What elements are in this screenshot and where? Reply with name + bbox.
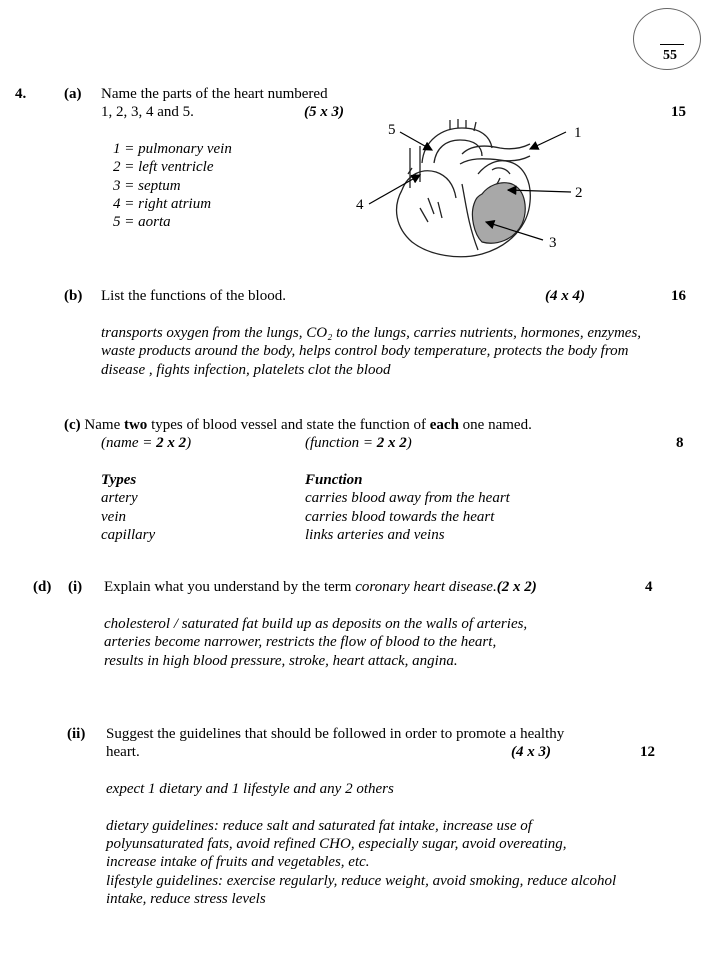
part-c-function-header: Function xyxy=(305,472,363,488)
part-d-ii-answer-line1: dietary guidelines: reduce salt and saturated fat intake, increase use of xyxy=(106,818,532,834)
score-total: 55 xyxy=(663,48,677,63)
part-c-function-3: links arteries and veins xyxy=(305,527,445,543)
part-a-label: (a) xyxy=(64,86,82,102)
part-d-i-label: (i) xyxy=(68,579,83,595)
part-c-function-marks-post: ) xyxy=(406,435,412,451)
part-d-ii-expect: expect 1 dietary and 1 lifestyle and any 2 others xyxy=(106,781,394,797)
part-a-prompt-line2: 1, 2, 3, 4 and 5. xyxy=(101,104,194,120)
part-c-function-marks-pre: (function = xyxy=(305,435,377,451)
part-d-i-marks-scheme: (2 x 2) xyxy=(496,579,537,595)
part-d-ii-answer-line4: lifestyle guidelines: exercise regularly, reduce weight, avoid smoking, reduce alcohol xyxy=(106,873,617,889)
part-c-types-header: Types xyxy=(101,472,137,488)
diagram-label-5: 5 xyxy=(388,122,396,138)
part-c-name-marks-bold: 2 x 2 xyxy=(156,435,187,451)
part-d-label: (d) xyxy=(33,579,52,595)
arrow-4 xyxy=(369,175,420,204)
arrow-2 xyxy=(508,190,571,192)
part-d-i-answer-line3: results in high blood pressure, stroke, heart attack, angina. xyxy=(104,653,458,669)
part-d-ii-answer-line3: increase intake of fruits and vegetables, etc. xyxy=(106,854,370,870)
part-a-prompt-line1: Name the parts of the heart numbered xyxy=(101,86,328,102)
part-b-answer-line1: transports oxygen from the lungs, CO₂ to the lungs, carries nutrients, hormones, enzymes, xyxy=(101,325,642,341)
part-d-i-answer-line1: cholesterol / saturated fat build up as deposits on the walls of arteries, xyxy=(104,616,528,632)
part-c-prompt-pre: Name xyxy=(84,417,124,433)
part-c-label: (c) xyxy=(64,417,81,433)
arrow-5 xyxy=(400,132,432,150)
part-d-ii-prompt-line1: Suggest the guidelines that should be followed in order to promote a healthy xyxy=(106,726,565,742)
part-a-answer-1: 1 = pulmonary vein xyxy=(113,141,232,157)
diagram-label-4: 4 xyxy=(356,197,364,213)
part-c-type-3: capillary xyxy=(101,527,156,543)
diagram-label-1: 1 xyxy=(574,125,582,141)
part-a-answer-5: 5 = aorta xyxy=(113,214,171,230)
part-c-type-1: artery xyxy=(101,490,138,506)
part-b-answer-line3: disease , fights infection, platelets clot the blood xyxy=(101,362,391,378)
part-d-i-marks: 4 xyxy=(645,579,653,595)
part-d-ii-label: (ii) xyxy=(67,726,86,742)
part-d-i-answer-line2: arteries become narrower, restricts the flow of blood to the heart, xyxy=(104,634,497,650)
part-d-ii-answer-line2: polyunsaturated fats, avoid refined CHO, especially sugar, avoid overeating, xyxy=(106,836,567,852)
part-b-answer-line2: waste products around the body, helps control body temperature, protects the body from xyxy=(101,343,629,359)
part-b-prompt: List the functions of the blood. xyxy=(101,288,286,304)
part-a-answer-4: 4 = right atrium xyxy=(113,196,212,212)
part-c-prompt-bold1: two xyxy=(123,417,148,433)
part-d-ii-answer-line5: intake, reduce stress levels xyxy=(106,891,266,907)
part-d-i-prompt-term: coronary heart disease. xyxy=(355,579,497,595)
part-d-ii-marks: 12 xyxy=(640,744,655,760)
part-c-function-marks xyxy=(305,434,412,452)
part-b-marks: 16 xyxy=(671,288,686,304)
part-c-name-marks-pre: (name = xyxy=(101,435,157,451)
part-c-type-2: vein xyxy=(101,509,126,525)
part-c-prompt xyxy=(64,416,532,434)
diagram-label-2: 2 xyxy=(575,185,583,201)
part-a-answer-2: 2 = left ventricle xyxy=(113,159,214,175)
part-d-ii-prompt-line2: heart. xyxy=(106,744,140,760)
part-c-prompt-mid: types of blood vessel and state the function of xyxy=(147,417,430,433)
diagram-label-3: 3 xyxy=(549,235,557,251)
part-d-ii-marks-scheme: (4 x 3) xyxy=(511,744,551,760)
part-a-answer-3: 3 = septum xyxy=(113,178,181,194)
part-c-prompt-post: one named. xyxy=(458,417,532,433)
part-d-i-prompt xyxy=(104,578,537,596)
part-c-function-marks-bold: 2 x 2 xyxy=(376,435,407,451)
part-b-label: (b) xyxy=(64,288,83,304)
part-c-prompt-bold2: each xyxy=(429,417,459,433)
part-c-marks: 8 xyxy=(676,435,684,451)
part-c-function-1: carries blood away from the heart xyxy=(305,490,510,506)
arrow-1 xyxy=(530,132,566,149)
part-c-function-2: carries blood towards the heart xyxy=(305,509,495,525)
question-number: 4. xyxy=(15,86,27,102)
part-d-i-prompt-pre: Explain what you understand by the term xyxy=(104,579,356,595)
part-a-marks: 15 xyxy=(671,104,686,120)
part-c-name-marks-post: ) xyxy=(186,435,192,451)
part-c-name-marks xyxy=(101,434,191,452)
part-a-marks-scheme: (5 x 3) xyxy=(304,104,344,120)
arrow-3 xyxy=(486,222,543,240)
part-b-marks-scheme: (4 x 4) xyxy=(545,288,585,304)
